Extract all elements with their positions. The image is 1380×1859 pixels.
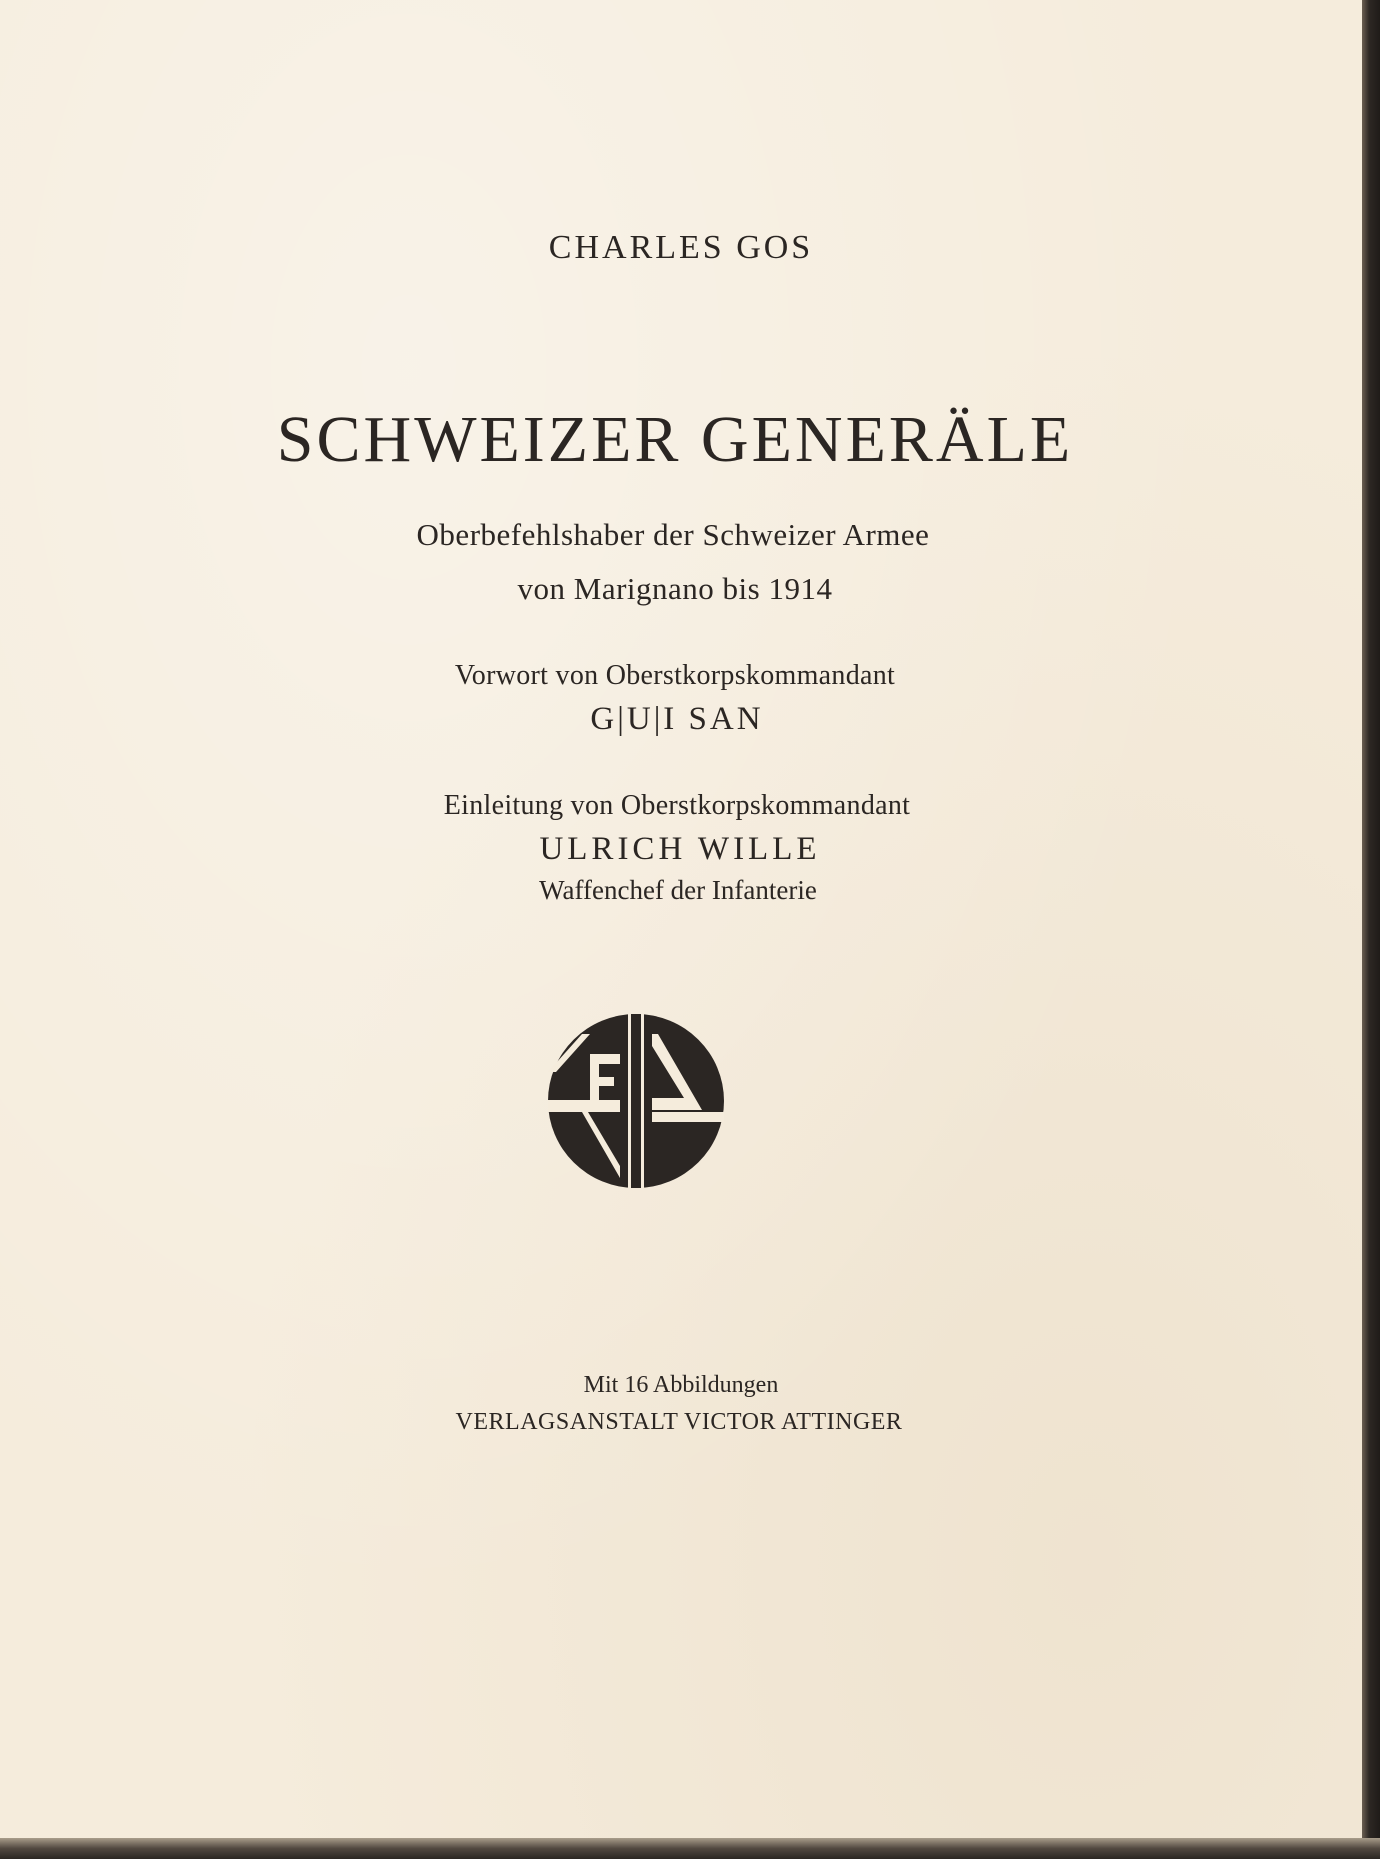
subtitle-line-1: Oberbefehlshaber der Schweizer Armee xyxy=(416,517,930,552)
foreword-author: G|U|I SAN xyxy=(590,701,764,737)
foreword-label: Vorwort von Oberstkorpskommandant xyxy=(454,660,896,691)
illustrations-note: Mit 16 Abbildungen xyxy=(583,1372,779,1398)
book-title: SCHWEIZER GENERÄLE xyxy=(276,403,1074,476)
introduction-author: ULRICH WILLE xyxy=(539,831,821,867)
author-name: CHARLES GOS xyxy=(548,229,814,266)
page-edge-right xyxy=(1362,0,1380,1859)
publisher-name: VERLAGSANSTALT VICTOR ATTINGER xyxy=(455,1409,903,1435)
introduction-author-role: Waffenchef der Infanterie xyxy=(539,875,817,905)
introduction-label: Einleitung von Oberstkorpskommandant xyxy=(443,790,911,821)
publisher-logo-icon xyxy=(548,1014,724,1188)
subtitle-line-2: von Marignano bis 1914 xyxy=(517,571,833,606)
page-edge-bottom xyxy=(0,1838,1380,1859)
